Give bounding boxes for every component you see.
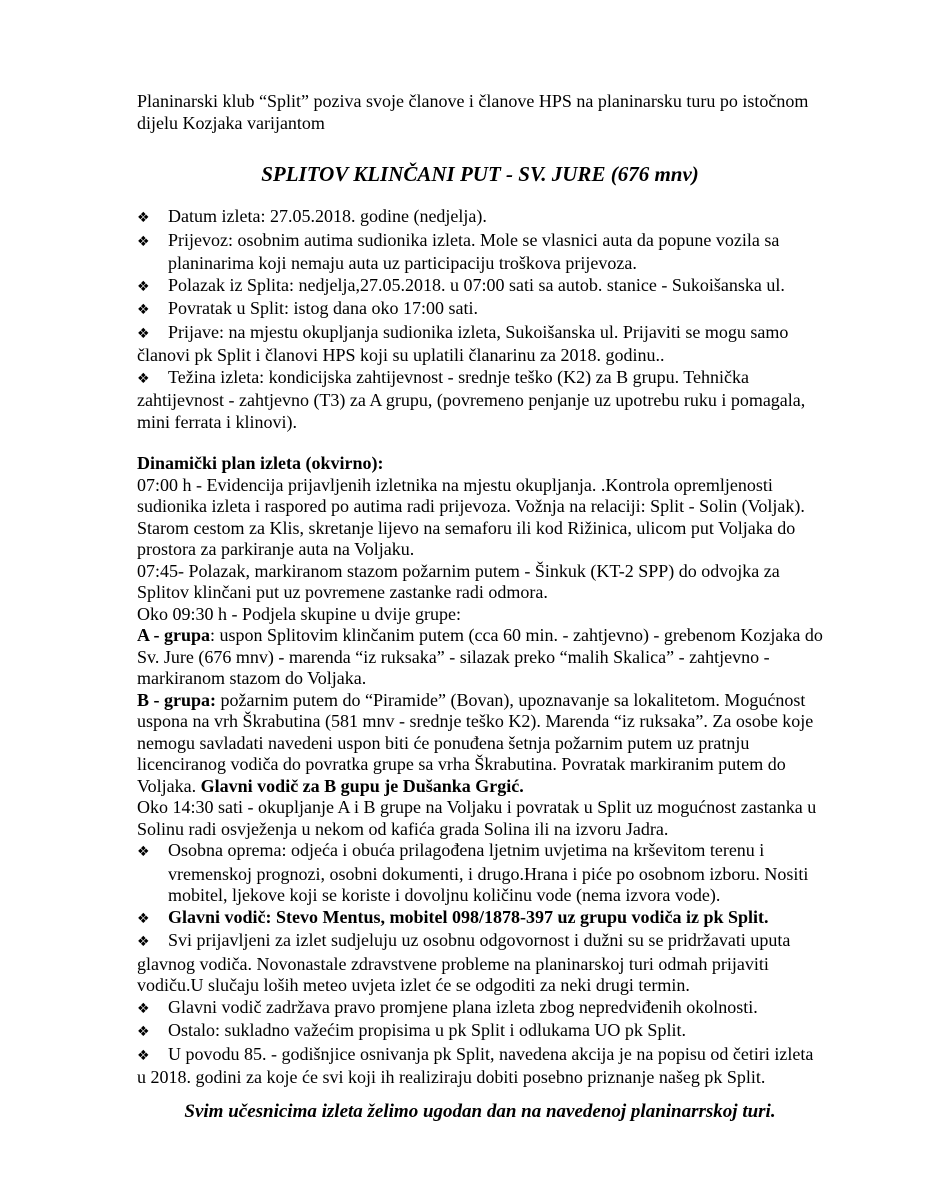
- document-body: [137, 206, 823, 1089]
- document-title: SPLITOV KLINČANI PUT - SV. JURE (676 mnv): [261, 162, 699, 186]
- para-b-grupa: [137, 690, 823, 798]
- document-content: [137, 91, 823, 1123]
- bullet-diamond-icon: ❖: [137, 278, 150, 295]
- bullet-diamond-icon: ❖: [137, 302, 150, 318]
- bullet-povratak: [137, 298, 823, 322]
- text-run: Svi prijavljeni za izlet sudjeluju uz osobnu odgovornost i dužni su se pridržavati uputa glavnog vodiča. Novonastale zdravstvene probleme na planinarskoj turi odmah prijaviti vodiču.U slučaju loših meteo uvjeta izlet će se odgoditi za neki drugi termin.: [137, 930, 791, 995]
- bullet-osobna-oprema: [137, 840, 823, 907]
- para-a-grupa: [137, 625, 823, 690]
- bullet-prijave: [137, 322, 823, 367]
- text-run: Prijave: na mjestu okupljanja sudionika izleta, Sukoišanska ul. Prijaviti se mogu samo članovi pk Split i članovi HPS koji su uplatili članarinu za 2018. godinu..: [137, 321, 789, 365]
- text-run: B - grupa:: [137, 689, 217, 710]
- bullet-datum-izleta: [137, 206, 823, 230]
- bullet-prijevoz: [137, 230, 823, 275]
- text-run: Dinamički plan izleta (okvirno):: [137, 453, 384, 473]
- bullet-ostalo: [137, 1020, 823, 1044]
- text-run: Prijevoz: osobnim autima sudionika izleta. Mole se vlasnici auta da popune vozila sa planinarima koji nemaju auta uz participaciju troškova prijevoza.: [168, 229, 780, 273]
- text-run: Polazak iz Splita: nedjelja,27.05.2018. u 07:00 sati sa autob. stanice - Sukoišanska ul.: [168, 274, 785, 295]
- blank-line: [137, 433, 823, 453]
- bullet-odgovornost: [137, 930, 823, 997]
- bullet-diamond-icon: ❖: [137, 370, 150, 387]
- text-run: Glavni vodič: Stevo Mentus, mobitel 098/1878-397 uz grupu vodiča iz pk Split.: [168, 906, 769, 927]
- bullet-diamond-icon: ❖: [137, 233, 150, 250]
- text-run: Glavni vodič zadržava pravo promjene plana izleta zbog nepredviđenih okolnosti.: [168, 996, 758, 1017]
- bullet-promjena-plana: [137, 997, 823, 1021]
- bullet-glavni-vodic: [137, 907, 823, 931]
- closing-line: Svim učesnicima izleta želimo ugodan dan na navedenoj planinarrskoj turi.: [184, 1100, 776, 1122]
- bullet-tezina-izleta: [137, 367, 823, 434]
- text-run: Osobna oprema: odjeća i obuća prilagođena ljetnim uvjetima na krševitom terenu i vremenskoj prognozi, osobni dokumenti, i drugo.Hrana i piće po osobnom izboru. Nositi mobitel, ljekove koji se koriste i dovoljnu količinu vode (nema izvora vode).: [168, 840, 809, 905]
- intro-paragraph: Planinarski klub “Split” poziva svoje članove i članove HPS na planinarsku turu po istočnom dijelu Kozjaka varijantom: [137, 91, 809, 133]
- heading-dinamicki-plan: [137, 453, 823, 475]
- bullet-diamond-icon: ❖: [137, 210, 150, 226]
- text-run: 07:45- Polazak, markiranom stazom požarnim putem - Šinkuk (KT-2 SPP) do odvojka za Splitov klinčani put uz povremene zastanke radi odmora.: [137, 560, 780, 602]
- para-0700: [137, 475, 823, 561]
- text-run: 07:00 h - Evidencija prijavljenih izletnika na mjestu okupljanja. .Kontrola opremljenosti sudionika izleta i raspored po autima radi prijevoza. Vožnja na relaciji: Split - Solin (Voljak). Starom cestom za Klis, skretanje lijevo na semaforu ili kod Rižinica, ulicom put Voljaka do prostora za parkiranje auta na Voljaku.: [137, 474, 805, 559]
- text-run: Glavni vodič za B gupu je Dušanka Grgić.: [200, 775, 524, 796]
- bullet-polazak: [137, 275, 823, 299]
- para-1430: [137, 797, 823, 840]
- bullet-diamond-icon: ❖: [137, 1047, 150, 1064]
- bullet-diamond-icon: ❖: [137, 1024, 150, 1040]
- bullet-diamond-icon: ❖: [137, 325, 150, 342]
- text-run: Oko 09:30 h - Podjela skupine u dvije grupe:: [137, 603, 461, 624]
- bullet-diamond-icon: ❖: [137, 934, 150, 950]
- text-run: Povratak u Split: istog dana oko 17:00 sati.: [168, 298, 478, 318]
- text-run: Datum izleta: 27.05.2018. godine (nedjelja).: [168, 206, 487, 226]
- text-run: : uspon Splitovim klinčanim putem (cca 60 min. - zahtjevno) - grebenom Kozjaka do Sv. Jure (676 mnv) - marenda “iz ruksaka” - silazak preko “malih Skalica” - zahtjevno - markiranom stazom do Voljaka.: [137, 625, 823, 688]
- text-run: U povodu 85. - godišnjice osnivanja pk Split, navedena akcija je na popisu od četiri izleta u 2018. godini za koje će svi koji ih realiziraju dobiti posebno priznanje našeg pk Split.: [137, 1043, 814, 1087]
- text-run: Težina izleta: kondicijska zahtijevnost - srednje teško (K2) za B grupu. Tehnička zahtijevnost - zahtjevno (T3) za A grupu, (povremeno penjanje uz upotrebu ruku i pomagala, mini ferrata i klinovi).: [137, 366, 806, 432]
- para-0745: [137, 561, 823, 604]
- bullet-diamond-icon: ❖: [137, 910, 150, 927]
- text-run: Ostalo: sukladno važećim propisima u pk Split i odlukama UO pk Split.: [168, 1020, 686, 1040]
- para-0930: [137, 604, 823, 626]
- bullet-diamond-icon: ❖: [137, 844, 150, 860]
- bullet-diamond-icon: ❖: [137, 1000, 150, 1017]
- text-run: požarnim putem do “Piramide” (Bovan), upoznavanje sa lokalitetom. Mogućnost uspona na vrh Škrabutina (581 mnv - srednje teško K2). Marenda “iz ruksaka”. Za osobe koje nemogu savladati navedeni uspon biti će ponuđena šetnja požarnim putem uz pratnju licenciranog vodiča do povratka grupe sa vrha Škrabutina. Povratak markiranim putem do Voljaka.: [137, 689, 814, 796]
- text-run: A - grupa: [137, 625, 211, 645]
- bullet-godisnjica: [137, 1044, 823, 1089]
- text-run: Oko 14:30 sati - okupljanje A i B grupe na Voljaku i povratak u Split uz mogućnost zastanka u Solinu radi osvježenja u nekom od kafića grada Solina ili na izvoru Jadra.: [137, 797, 817, 839]
